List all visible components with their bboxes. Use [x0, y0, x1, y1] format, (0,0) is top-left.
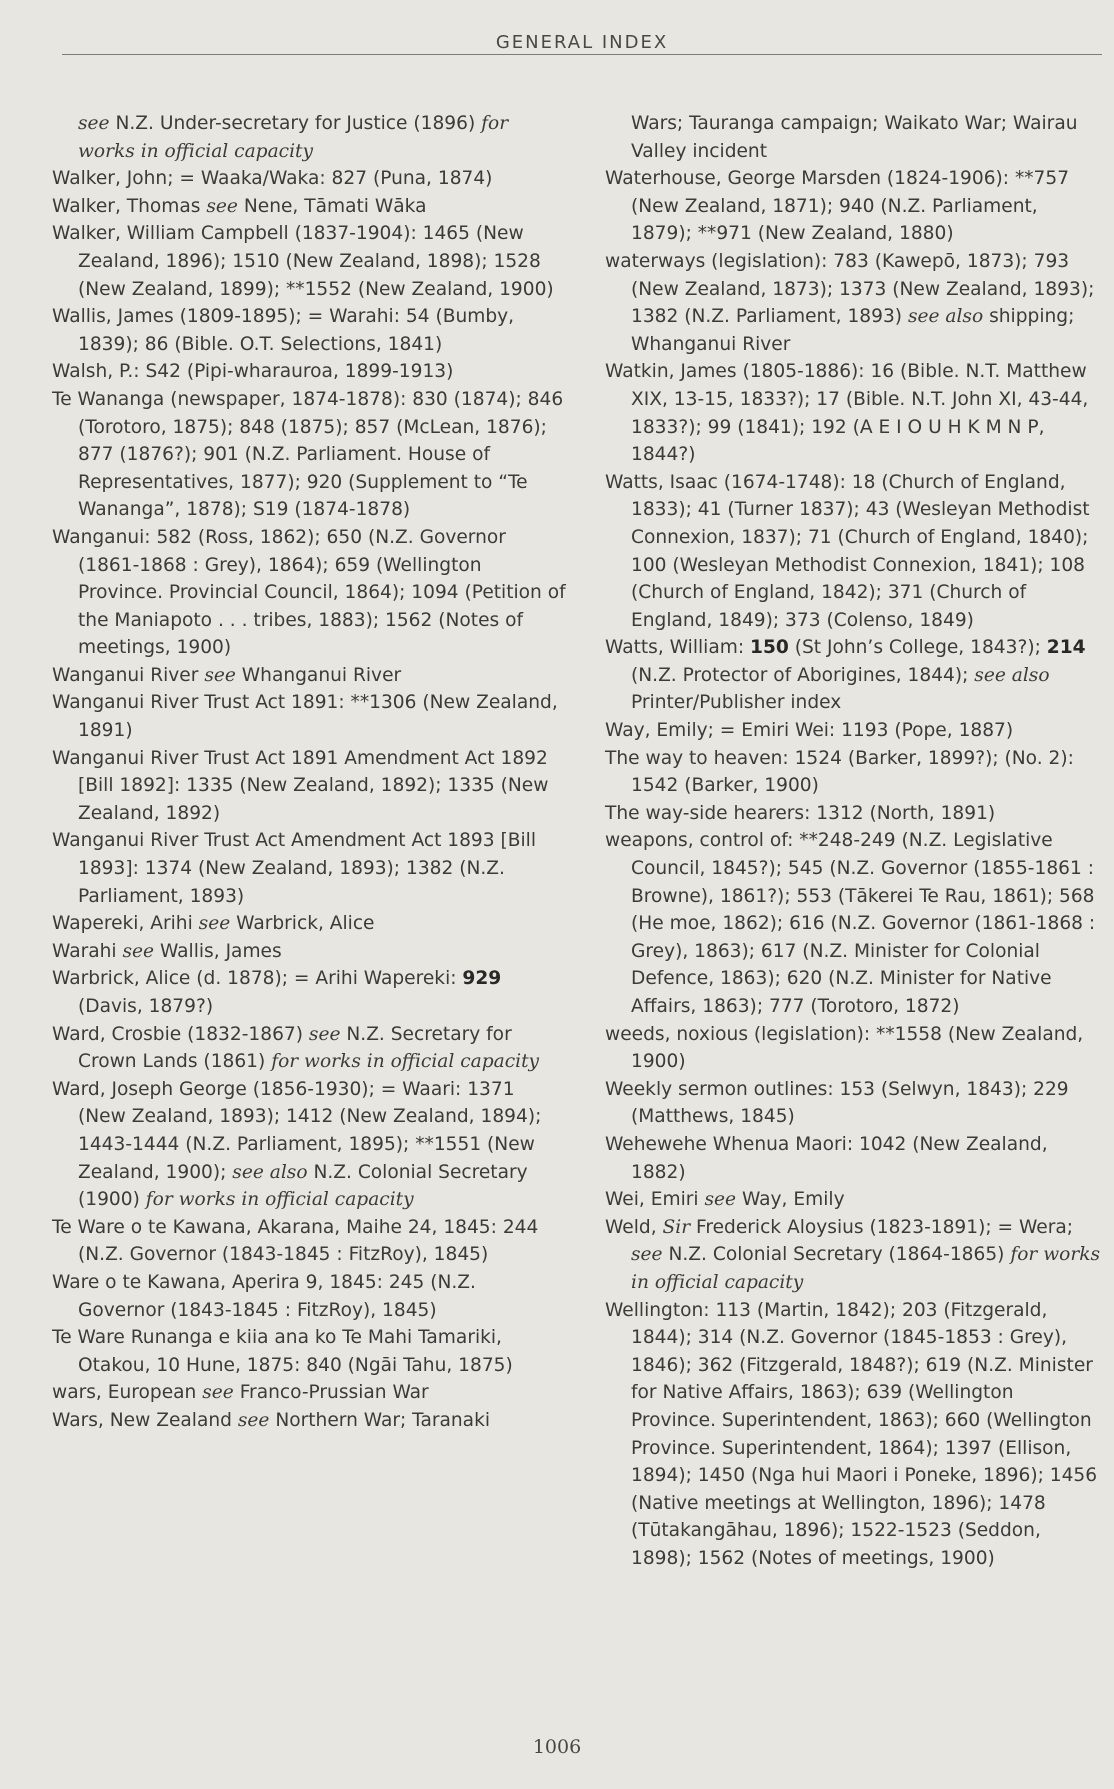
index-entry	[52, 1021, 567, 1076]
index-entry-text: see also	[232, 1161, 308, 1183]
index-entry-text: Watts, Isaac (1674-1748): 18 (Church of England, 1833); 41 (Turner 1837); 43 (Wesleyan Methodist Connexion, 1837); 71 (Church of England, 1840); 100 (Wesleyan Methodist Connexion, 1841); 108 (Church of England, 1842); 371 (Church of England, 1849); 373 (Colenso, 1849)	[605, 471, 1090, 631]
index-entry-text: Wanganui River Trust Act 1891 Amendment Act 1892 [Bill 1892]: 1335 (New Zealand, 1892); 1335 (New Zealand, 1892)	[52, 747, 549, 824]
index-entry-text: see	[237, 1409, 270, 1431]
index-entry-text: (Davis, 1879?)	[78, 996, 214, 1017]
index-entry-text: N.Z. Colonial Secretary (1864-1865)	[662, 1244, 1011, 1266]
index-entry	[52, 165, 567, 193]
index-entry-text: Nene, Tāmati Wāka	[237, 195, 427, 217]
index-entry-text: The way to heaven: 1524 (Barker, 1899?); (No. 2): 1542 (Barker, 1900)	[605, 747, 1074, 797]
index-entry-text: weapons, control of: **248-249 (N.Z. Legislative Council, 1845?); 545 (N.Z. Governor (1855-1861 : Browne), 1861?); 553 (Tākerei Te Rau, 1861); 568 (He moe, 1862); 616 (N.Z. Governor (1861-1868 : Grey), 1863); 617 (N.Z. Minister for Colonial Defence, 1863); 620 (N.Z. Minister for Native Affairs, 1863); 777 (Torotoro, 1872)	[605, 830, 1096, 1017]
index-entry	[52, 827, 567, 910]
header-rule	[62, 54, 1102, 55]
index-entry	[52, 910, 567, 938]
index-entry-text: Northern War; Taranaki	[269, 1409, 491, 1431]
index-entry	[52, 938, 567, 966]
index-entry	[52, 358, 567, 386]
index-entry-text: for works in official capacity	[631, 1244, 1101, 1293]
index-entry-text: for works in official capacity	[145, 1189, 414, 1211]
index-entry	[605, 110, 1102, 165]
index-entry	[52, 662, 567, 690]
index-entry-text: Wars, New Zealand	[52, 1409, 238, 1431]
index-entry-text: Warahi	[52, 940, 123, 962]
index-entry	[52, 1269, 567, 1324]
index-entry-text: Wallis, James	[154, 940, 282, 962]
index-entry-text: Wanganui River Trust Act Amendment Act 1893 [Bill 1893]: 1374 (New Zealand, 1893); 1382 (N.Z. Parliament, 1893)	[52, 830, 537, 907]
index-entry-text: Way, Emily	[736, 1189, 845, 1211]
index-entry	[605, 358, 1102, 468]
index-entry-text: Warbrick, Alice	[230, 913, 375, 935]
index-entry	[52, 386, 567, 524]
index-entry-text: The way-side hearers: 1312 (North, 1891)	[605, 802, 996, 824]
index-entry-text: N.Z. Colonial Secretary (1900)	[78, 1161, 528, 1211]
index-entry-text: Wanganui: 582 (Ross, 1862); 650 (N.Z. Governor (1861-1868 : Grey), 1864); 659 (Wellington Province. Provincial Council, 1864); 1094 (Petition of the Maniapoto . . . tribes, 1883); 1562 (Notes of meetings, 1900)	[52, 526, 566, 659]
index-entry-text: weeds, noxious (legislation): **1558 (New Zealand, 1900)	[605, 1023, 1084, 1073]
index-entry	[52, 1407, 567, 1435]
index-entry	[605, 1021, 1102, 1076]
index-entry	[52, 745, 567, 828]
index-entry-text: Ward, Crosbie (1832-1867)	[52, 1023, 309, 1045]
index-entry-text: Ward, Joseph George (1856-1930); = Waari: 1371 (New Zealand, 1893); 1412 (New Zealand, 1894); 1443-1444 (N.Z. Parliament, 1895); **1551 (New Zealand, 1900);	[52, 1078, 542, 1183]
index-entry-text: N.Z. Secretary for Crown Lands (1861)	[78, 1023, 512, 1073]
index-entry	[605, 745, 1102, 800]
index-entry	[605, 634, 1102, 717]
index-entry-text: 929	[462, 968, 502, 990]
index-entry-text: Sir	[662, 1216, 691, 1238]
index-entry-text: Ware o te Kawana, Aperira 9, 1845: 245 (N.Z. Governor (1843-1845 : FitzRoy), 1845)	[52, 1271, 476, 1321]
page-number: 1006	[532, 1736, 582, 1758]
index-entry-text: waterways (legislation): 783 (Kawepō, 1873); 793 (New Zealand, 1873); 1373 (New Zealand, 1893); 1382 (N.Z. Parliament, 1893)	[605, 250, 1095, 328]
index-entry-text: Te Wananga (newspaper, 1874-1878): 830 (1874); 846 (Torotoro, 1875); 848 (1875); 857 (McLean, 1876); 877 (1876?); 901 (N.Z. Parliament. House of Representatives, 1877); 920 (Supplement to “Te Wananga”, 1878); S19 (1874-1878)	[52, 388, 564, 521]
index-entry-text: Wei, Emiri	[605, 1189, 705, 1211]
index-entry-text: Walker, Thomas	[52, 195, 207, 217]
index-entry-text: see	[198, 913, 231, 935]
index-entry	[605, 1076, 1102, 1131]
index-entry	[605, 717, 1102, 745]
index-entry-text: see	[122, 940, 155, 962]
index-entry	[605, 1186, 1102, 1214]
index-entry	[52, 110, 567, 165]
index-column-left	[52, 110, 567, 1435]
index-entry-text: Wellington: 113 (Martin, 1842); 203 (Fitzgerald, 1844); 314 (N.Z. Governor (1845-1853 : Grey), 1846); 362 (Fitzgerald, 1848?); 619 (N.Z. Minister for Native Affairs, 1863); 639 (Wellington Province. Superintendent, 1863); 660 (Wellington Province. Superintendent, 1864); 1397 (Ellison, 1894); 1450 (Nga hui Maori i Poneke, 1896); 1456 (Native meetings at Wellington, 1896); 1478 (Tūtakangāhau, 1896); 1522-1523 (Seddon, 1898); 1562 (Notes of meetings, 1900)	[605, 1299, 1098, 1569]
index-entry	[52, 1076, 567, 1214]
index-entry-text: 214	[1046, 637, 1086, 659]
index-entry	[605, 827, 1102, 1020]
index-entry-text: see	[206, 195, 238, 217]
index-entry	[605, 1297, 1102, 1573]
index-entry-text: for works in official capacity	[271, 1051, 540, 1073]
index-entry-text: see	[631, 1244, 663, 1266]
index-entry-text: Walker, John; = Waaka/Waka: 827 (Puna, 1874)	[52, 168, 493, 190]
index-entry-text: Weld,	[605, 1216, 663, 1238]
index-entry	[605, 800, 1102, 828]
index-entry-text: 150	[750, 637, 789, 659]
index-entry-text: Te Ware o te Kawana, Akarana, Maihe 24, 1845: 244 (N.Z. Governor (1843-1845 : FitzRoy), 1845)	[52, 1216, 539, 1266]
index-entry-text: Te Ware Runanga e kiia ana ko Te Mahi Tamariki, Otakou, 10 Hune, 1875: 840 (Ngāi Tahu, 1875)	[52, 1327, 513, 1376]
index-entry-text: wars, European	[52, 1382, 203, 1404]
index-entry-text: (N.Z. Protector of Aborigines, 1844);	[631, 664, 975, 686]
index-entry-text: Wars; Tauranga campaign; Waikato War; Wairau Valley incident	[631, 113, 1078, 162]
index-entry-text: shipping; Whanganui River	[631, 306, 1075, 355]
index-entry-text: Way, Emily; = Emiri Wei: 1193 (Pope, 1887)	[605, 720, 1014, 742]
index-entry-text: for works in official capacity	[78, 113, 509, 162]
index-entry-text: Wallis, James (1809-1895); = Warahi: 54 (Bumby, 1839); 86 (Bible. O.T. Selections, 1841)	[52, 306, 515, 355]
index-entry-text: see also	[974, 664, 1050, 686]
index-entry-text: see	[78, 113, 116, 134]
index-entry	[52, 1324, 567, 1379]
index-entry-text: see	[204, 664, 236, 686]
index-entry-text: (St John’s College, 1843?);	[788, 637, 1047, 659]
index-entry-text: Frederick Aloysius (1823-1891); = Wera;	[690, 1216, 1074, 1238]
index-entry	[605, 1214, 1102, 1297]
index-entry	[52, 193, 567, 221]
index-entry-text: Watkin, James (1805-1886): 16 (Bible. N.T. Matthew XIX, 13-15, 1833?); 17 (Bible. N.T. John XI, 43-44, 1833?); 99 (1841); 192 (A E I O U H K M N P, 1844?)	[605, 361, 1089, 466]
index-entry-text: see	[308, 1023, 341, 1045]
index-entry	[605, 248, 1102, 358]
index-entry	[52, 303, 567, 358]
index-entry	[52, 1379, 567, 1407]
index-entry-text: Wapereki, Arihi	[52, 913, 199, 935]
index-entry	[52, 1214, 567, 1269]
index-column-right	[605, 110, 1102, 1572]
index-entry	[52, 689, 567, 744]
index-entry	[52, 524, 567, 662]
index-entry-text: Watts, William:	[605, 637, 750, 659]
index-entry-text: see also	[907, 306, 984, 328]
index-entry	[605, 165, 1102, 248]
index-entry-text: Waterhouse, George Marsden (1824-1906): **757 (New Zealand, 1871); 940 (N.Z. Parliament, 1879); **971 (New Zealand, 1880)	[605, 168, 1070, 245]
index-entry-text: see	[202, 1382, 234, 1404]
index-entry-text: Wanganui River	[52, 664, 205, 686]
index-entry-text: Printer/Publisher index	[631, 692, 842, 714]
index-entry-text: Warbrick, Alice (d. 1878); = Arihi Wapereki:	[52, 968, 463, 990]
index-entry-text: Wehewehe Whenua Maori: 1042 (New Zealand, 1882)	[605, 1133, 1048, 1183]
index-entry-text: Wanganui River Trust Act 1891: **1306 (New Zealand, 1891)	[52, 692, 558, 742]
index-entry	[52, 220, 567, 303]
index-entry	[605, 469, 1102, 635]
running-header: GENERAL INDEX	[495, 32, 669, 53]
index-entry-text: Franco-Prussian War	[233, 1382, 429, 1404]
index-entry-text: Weekly sermon outlines: 153 (Selwyn, 1843); 229 (Matthews, 1845)	[605, 1078, 1069, 1128]
index-entry-text: N.Z. Under-secretary for Justice (1896)	[115, 113, 482, 134]
index-entry-text: Whanganui River	[235, 664, 402, 686]
index-entry-text: see	[704, 1189, 737, 1211]
index-entry-text: Walker, William Campbell (1837-1904): 1465 (New Zealand, 1896); 1510 (New Zealand, 1898); 1528 (New Zealand, 1899); **1552 (New Zealand, 1900)	[52, 223, 554, 300]
index-entry	[605, 1131, 1102, 1186]
index-entry	[52, 965, 567, 1020]
index-entry-text: Walsh, P.: S42 (Pipi-wharauroa, 1899-1913)	[52, 361, 454, 383]
